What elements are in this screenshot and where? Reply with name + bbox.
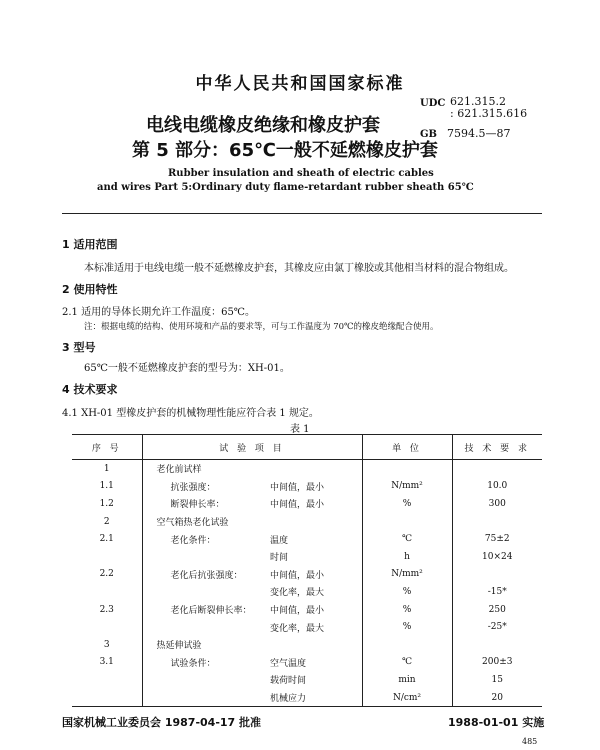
row-item: 抗张强度：: [142, 478, 262, 496]
row-item: [142, 583, 262, 601]
row-number: 2.1: [99, 534, 114, 545]
row-unit: ℃: [362, 530, 452, 548]
section-1-title: 1 适用范围: [62, 238, 118, 251]
table-row: [72, 618, 542, 636]
header-num: 序 号: [72, 435, 142, 460]
standard-title-line-2: 第 5 部分：65℃一般不延燃橡皮护套: [132, 140, 438, 161]
row-sub-item: 温度: [270, 535, 289, 546]
row-requirement: 200±3: [452, 654, 542, 672]
udc-label: UDC: [420, 98, 446, 109]
row-unit: N/mm²: [362, 566, 452, 584]
table-row: [72, 530, 542, 548]
approval-statement: 国家机械工业委员会 1987-04-17 批准: [62, 716, 262, 729]
row-sub-item: 变化率，最大: [270, 623, 325, 634]
gb-label: GB: [420, 129, 437, 140]
udc-code-2: : 621.315.616: [450, 107, 528, 120]
row-requirement: [452, 460, 542, 478]
row-number: 2.2: [99, 569, 114, 580]
section-4-1-text: 4.1 XH-01 型橡皮护套的机械物理性能应符合表 1 规定。: [62, 408, 319, 419]
row-sub-item: 时间: [270, 553, 289, 564]
section-2-title: 2 使用特性: [62, 283, 118, 296]
row-requirement: 20: [452, 689, 542, 707]
section-3-title: 3 型号: [62, 341, 96, 354]
row-requirement: 15: [452, 671, 542, 689]
row-sub-item: 机械应力: [262, 689, 362, 707]
row-unit: N/cm²: [362, 689, 452, 707]
table-row: [72, 689, 542, 707]
row-sub-item: 载荷时间: [270, 676, 307, 687]
row-requirement: 250: [452, 601, 542, 619]
english-title-line-2: and wires Part 5:Ordinary duty flame-retardant rubber sheath 65℃: [97, 182, 474, 193]
row-item: 老化前试样: [142, 460, 262, 478]
row-item: [142, 548, 262, 566]
row-unit: ℃: [362, 654, 452, 672]
row-sub-item: 变化率，最大: [270, 588, 325, 599]
row-unit: N/mm²: [362, 478, 452, 496]
table-caption: 表 1: [290, 424, 310, 435]
row-unit: %: [362, 618, 452, 636]
row-unit: min: [362, 671, 452, 689]
row-requirement: -25*: [452, 618, 542, 636]
row-sub-item: 中间值，最小: [270, 500, 325, 511]
row-unit: [362, 636, 452, 654]
table-row: [72, 601, 542, 619]
row-unit: h: [362, 548, 452, 566]
standard-title-line-1: 电线电缆橡皮绝缘和橡皮护套: [146, 115, 380, 136]
row-sub-item: [262, 636, 362, 654]
national-standard-heading: 中华人民共和国国家标准: [195, 74, 405, 94]
section-2-1-text: 2.1 适用的导体长期允许工作温度：65℃。: [62, 307, 255, 318]
section-3-text: 65℃一般不延燃橡皮护套的型号为：XH-01。: [84, 363, 290, 374]
row-requirement: 75±2: [452, 530, 542, 548]
row-sub-item: [262, 513, 362, 531]
row-item: [142, 671, 262, 689]
row-sub-item: 空气温度: [270, 658, 307, 669]
row-unit: %: [362, 583, 452, 601]
row-number: [72, 689, 142, 707]
row-item: 空气箱热老化试验: [142, 513, 262, 531]
row-item: 断裂伸长率：: [142, 495, 262, 513]
row-item: 试验条件：: [142, 654, 262, 672]
row-requirement: 10×24: [452, 548, 542, 566]
row-number: 2.3: [99, 604, 114, 615]
row-requirement: 10.0: [452, 478, 542, 496]
english-title-line-1: Rubber insulation and sheath of electric cables: [168, 168, 434, 179]
row-item: 老化后断裂伸长率：: [142, 601, 262, 619]
table-row: [72, 478, 542, 496]
row-item: 老化后抗张强度：: [142, 566, 262, 584]
table-row: [72, 513, 542, 531]
table-header-row: [72, 435, 542, 460]
row-requirement: [452, 566, 542, 584]
row-item: [142, 689, 262, 707]
row-item: 老化条件：: [142, 530, 262, 548]
section-1-text: 本标准适用于电线电缆一般不延燃橡皮护套，其橡皮应由氯丁橡胶或其他相当材料的混合物组成。: [84, 263, 514, 274]
row-number: 1.2: [99, 498, 114, 509]
table-row: [72, 654, 542, 672]
table-row: [72, 460, 542, 478]
row-number: [72, 548, 142, 566]
udc-code-1: 621.315.2: [450, 95, 506, 108]
row-requirement: [452, 636, 542, 654]
row-number: 1.1: [99, 481, 114, 492]
row-number: [72, 671, 142, 689]
row-number: [72, 583, 142, 601]
gb-number-value: 7594.5—87: [447, 127, 511, 140]
table-row: [72, 495, 542, 513]
row-number: [72, 618, 142, 636]
row-unit: %: [362, 601, 452, 619]
row-item: 热延伸试验: [142, 636, 262, 654]
row-sub-item: 中间值，最小: [270, 606, 325, 617]
header-unit: 单 位: [362, 435, 452, 460]
row-number: 3.1: [99, 657, 114, 668]
row-requirement: -15*: [452, 583, 542, 601]
table-row: [72, 671, 542, 689]
row-number: 1: [103, 463, 110, 474]
section-4-title: 4 技术要求: [62, 383, 118, 396]
row-unit: [362, 513, 452, 531]
table-row: [72, 566, 542, 584]
row-sub-item: 中间值，最小: [270, 482, 325, 493]
row-unit: %: [362, 495, 452, 513]
header-test-item: 试 验 项 目: [142, 435, 362, 460]
row-number: 2: [103, 516, 110, 527]
row-sub-item: [262, 460, 362, 478]
table-row: [72, 548, 542, 566]
row-unit: [362, 460, 452, 478]
section-2-note: 注：根据电缆的结构、使用环境和产品的要求等，可与工作温度为 70℃的橡皮绝缘配合使用。: [84, 322, 439, 332]
row-requirement: [452, 513, 542, 531]
header-requirement: 技 术 要 求: [452, 435, 542, 460]
table-row: [72, 636, 542, 654]
header-divider: [62, 213, 542, 214]
page-number: 485: [522, 737, 538, 746]
table-row: [72, 583, 542, 601]
row-sub-item: 中间值，最小: [270, 570, 325, 581]
implementation-date: 1988-01-01 实施: [448, 716, 545, 729]
row-requirement: 300: [452, 495, 542, 513]
row-item: [142, 618, 262, 636]
row-number: 3: [103, 639, 110, 650]
mechanical-properties-table: [72, 434, 542, 707]
gb-number: [420, 127, 511, 140]
